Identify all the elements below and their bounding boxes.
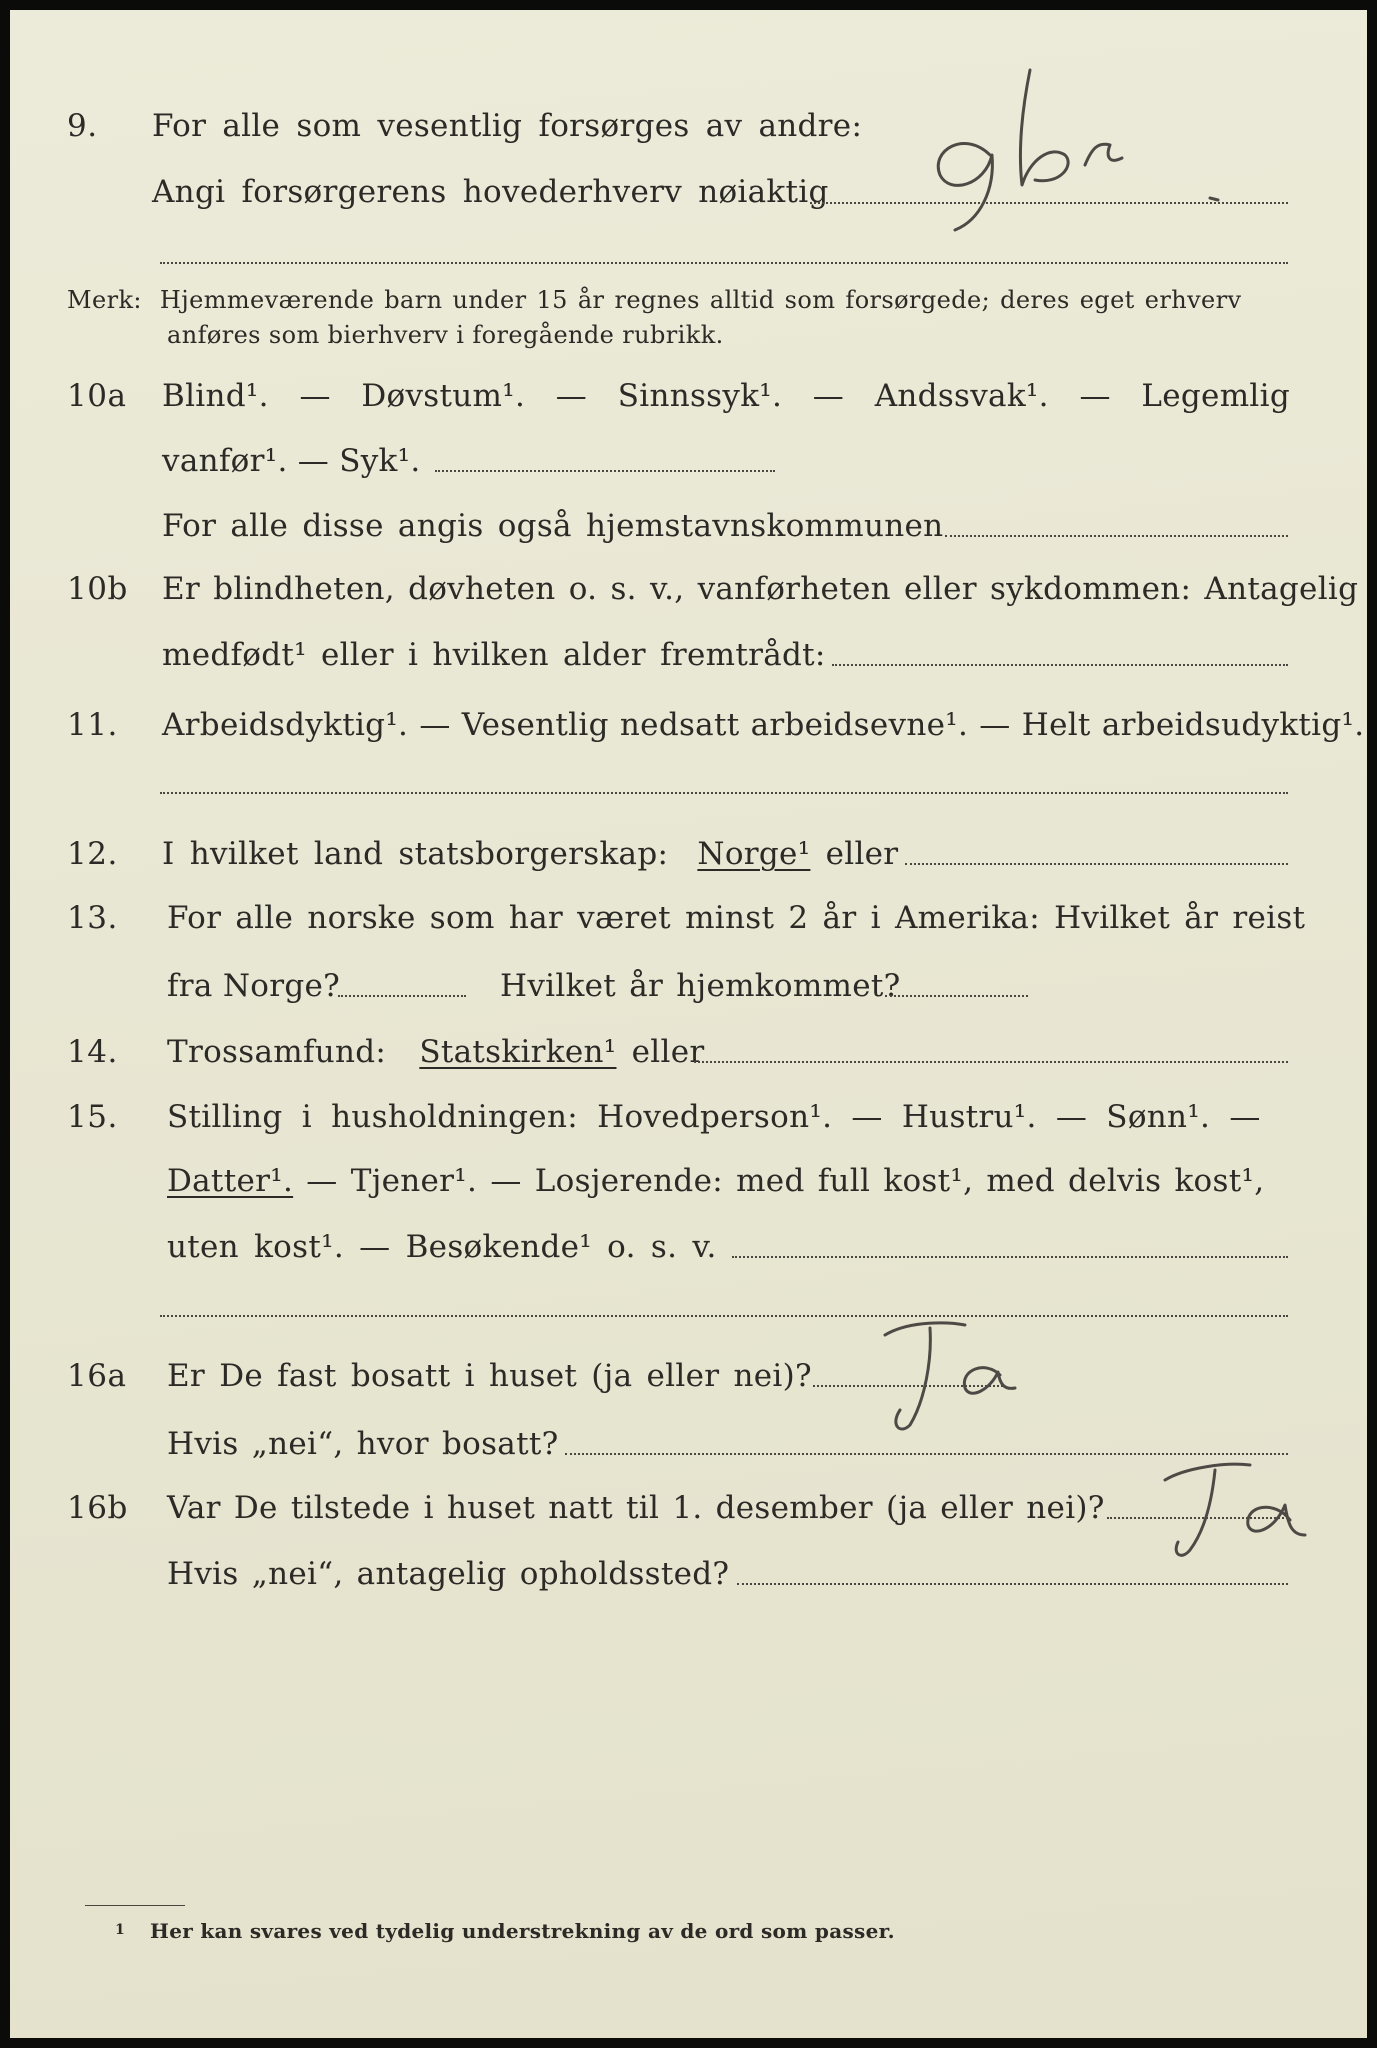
q10a-dash-1: — [299, 378, 331, 414]
q10a-dash-4: — [1079, 378, 1111, 414]
question-number-16a: 16a [67, 1358, 127, 1394]
question-number-15: 15. [67, 1099, 118, 1135]
q10a-line3: For alle disse angis også hjemstavnskommunen [162, 508, 944, 544]
q12-suffix: eller [825, 836, 899, 872]
q16b-handwritten-answer [1140, 1450, 1310, 1570]
q9-text-line1: For alle som vesentlig forsørges av andre: [152, 108, 863, 144]
q16b-line2: Hvis „nei“, antagelig opholdssted? [167, 1556, 730, 1592]
q10b-line2: medfødt¹ eller i hvilken alder fremtrådt: [162, 637, 826, 673]
q15-answer-line[interactable] [732, 1256, 1288, 1258]
q16a-line2: Hvis „nei“, hvor bosatt? [167, 1426, 559, 1462]
q15-line3: uten kost¹. — Besøkende¹ o. s. v. [167, 1229, 717, 1265]
question-number-9: 9. [67, 108, 98, 144]
q13-line2b: Hvilket år hjemkommet? [500, 968, 901, 1004]
question-number-13: 13. [67, 900, 118, 936]
q9-handwritten-answer [910, 50, 1240, 240]
q10a-hjemstavn-line[interactable] [945, 535, 1288, 537]
q16a-handwritten-answer [870, 1310, 1030, 1440]
q14-choice-statskirken[interactable]: Statskirken¹ [419, 1034, 617, 1070]
q9-extra-line[interactable] [160, 262, 1288, 264]
q10b-answer-line[interactable] [832, 664, 1288, 666]
q9-text-line2: Angi forsørgerens hovederhverv nøiaktig [152, 174, 829, 210]
q13-line2a: fra Norge? [167, 968, 341, 1004]
question-number-16b: 16b [67, 1490, 128, 1526]
q16b-opholdssted-line[interactable] [737, 1583, 1288, 1585]
q10a-dash-3: — [812, 378, 845, 414]
q12-prefix: I hvilket land statsborgerskap: [162, 836, 669, 872]
q16b-line1: Var De tilstede i huset natt til 1. desember (ja eller nei)? [167, 1490, 1105, 1526]
q10a-line2: vanfør¹. — Syk¹. [162, 443, 421, 479]
q10a-dovstum: Døvstum¹. [361, 378, 526, 414]
q14-suffix: eller [631, 1034, 705, 1070]
merk-text-1: Hjemmeværende barn under 15 år regnes alltid som forsørgede; deres eget erhverv [159, 286, 1242, 314]
q12-choice-norge[interactable]: Norge¹ [697, 836, 811, 872]
q10a-answer-line[interactable] [435, 470, 775, 472]
question-number-14: 14. [67, 1034, 118, 1070]
question-number-10a: 10a [67, 378, 127, 414]
question-number-10b: 10b [67, 571, 128, 607]
footnote-text: Her kan svares ved tydelig understrekning av de ord som passer. [150, 1919, 895, 1943]
q15-line1: Stilling i husholdningen: Hovedperson¹. — Hustru¹. — Sønn¹. — [167, 1099, 1261, 1135]
question-number-11: 11. [67, 707, 118, 743]
q10a-legemlig: Legemlig [1141, 378, 1290, 414]
q14-line [167, 1034, 705, 1070]
merk-line2: anføres som bierhverv i foregående rubrikk. [167, 321, 724, 349]
q13-reist-line[interactable] [338, 995, 466, 997]
q10a-dash-2: — [555, 378, 588, 414]
merk-label: Merk: [67, 286, 142, 314]
q14-answer-line[interactable] [694, 1061, 1288, 1063]
q15-line2 [167, 1163, 1264, 1199]
merk-line1 [67, 286, 1292, 314]
q15-extra-line[interactable] [160, 1315, 1288, 1317]
footnote-mark: 1 [115, 1922, 126, 1938]
q10a-sinnssyk: Sinnssyk¹. [617, 378, 783, 414]
q14-prefix: Trossamfund: [167, 1034, 387, 1070]
footnote-separator [85, 1905, 185, 1906]
q12-line [162, 836, 898, 872]
q10a-andssvak: Andssvak¹. [874, 378, 1049, 414]
q10a-line1 [162, 378, 1290, 414]
q11-line1: Arbeidsdyktig¹. — Vesentlig nedsatt arbeidsevne¹. — Helt arbeidsudyktig¹. [162, 707, 1365, 743]
question-number-12: 12. [67, 836, 118, 872]
q15-choice-datter[interactable]: Datter¹. [167, 1163, 294, 1199]
q13-hjemkommet-line[interactable] [885, 995, 1028, 997]
q16a-line1: Er De fast bosatt i huset (ja eller nei)? [167, 1358, 812, 1394]
q15-line2-rest: — Tjener¹. — Losjerende: med full kost¹, med delvis kost¹, [306, 1163, 1265, 1199]
q10b-line1: Er blindheten, døvheten o. s. v., vanførheten eller sykdommen: Antagelig [162, 571, 1359, 607]
census-form-page [10, 10, 1367, 2038]
q12-answer-line[interactable] [905, 863, 1288, 865]
q11-answer-line[interactable] [160, 792, 1288, 794]
q10a-blind: Blind¹. [162, 378, 269, 414]
q13-line1: For alle norske som har været minst 2 år i Amerika: Hvilket år reist [167, 900, 1306, 936]
